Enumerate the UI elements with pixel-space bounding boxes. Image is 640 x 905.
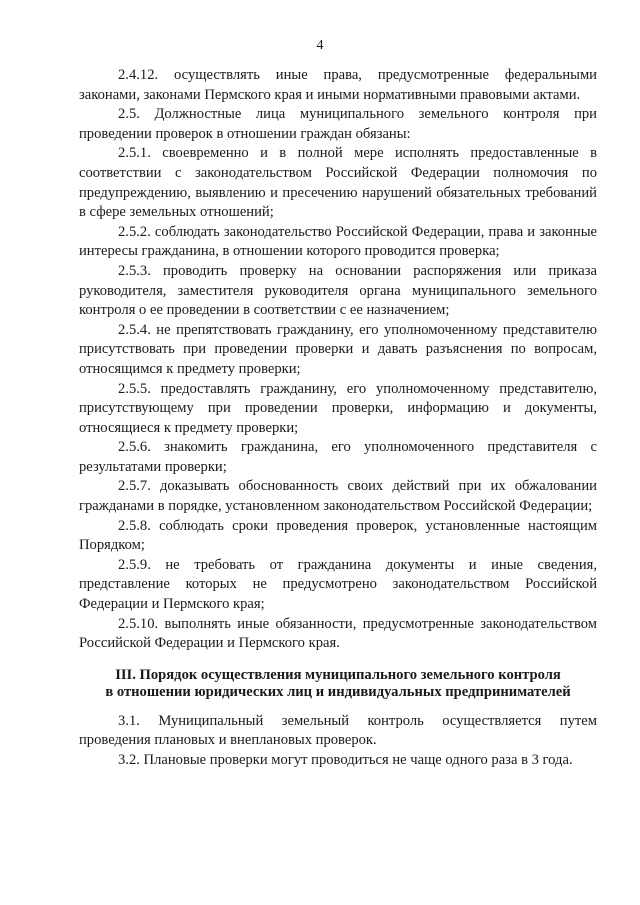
paragraph-2-4-12: 2.4.12. осуществлять иные права, предусмотренные федеральными законами, законами Пермского края и иными нормативными правовыми актами. bbox=[79, 67, 597, 103]
section-gap bbox=[79, 701, 597, 712]
page-number: 4 bbox=[316, 38, 324, 53]
section-heading-iii bbox=[79, 667, 597, 701]
paragraph-2-5-4: 2.5.4. не препятствовать гражданину, его уполномоченному представителю присутствовать при проведении проверки и давать разъяснения по вопросам, относящимся к предмету проверки; bbox=[79, 321, 597, 377]
paragraph-3-2: 3.2. Плановые проверки могут проводиться не чаще одного раза в 3 года. bbox=[118, 752, 573, 768]
paragraph-2-5-7: 2.5.7. доказывать обоснованность своих действий при их обжаловании гражданами в порядке, установленном законодательством Российской Федерации; bbox=[79, 478, 597, 515]
paragraph-2-5-5: 2.5.5. предоставлять гражданину, его уполномоченному представителю, присутствующему при проведении проверки, информацию и документы, относящиеся к предмету проверки; bbox=[79, 380, 597, 436]
paragraph-3-1: 3.1. Муниципальный земельный контроль осуществляется путем проведения плановых и внеплановых проверок. bbox=[79, 712, 597, 749]
section-heading-line-1: III. Порядок осуществления муниципального земельного контроля bbox=[115, 666, 561, 683]
paragraph-2-5-2: 2.5.2. соблюдать законодательство Российской Федерации, права и законные интересы гражданина, в отношении которого проводится проверка; bbox=[79, 223, 597, 260]
paragraph-2-5-3: 2.5.3. проводить проверку на основании распоряжения или приказа руководителя, заместителя руководителя органа муниципального земельного контроля о ее проведении в соответствии с ее назначением; bbox=[79, 262, 597, 319]
section-heading-line-2: в отношении юридических лиц и индивидуальных предпринимателей bbox=[105, 683, 571, 700]
paragraph-2-5-6: 2.5.6. знакомить гражданина, его уполномоченного представителя с результатами проверки; bbox=[79, 439, 597, 475]
paragraph-2-5-9: 2.5.9. не требовать от гражданина документы и иные сведения, представление которых не предусмотрено законодательством Российской Федерации и Пермского края; bbox=[79, 556, 597, 613]
document-body bbox=[79, 66, 597, 771]
paragraph-2-5-8: 2.5.8. соблюдать сроки проведения проверок, установленные настоящим Порядком; bbox=[79, 517, 597, 554]
paragraph-2-5-1: 2.5.1. своевременно и в полной мере исполнять предоставленные в соответствии с законодательством Российской Федерации полномочия по предупреждению, выявлению и пресечению нарушений обязательных требований в сфере земельных отношений; bbox=[79, 145, 597, 221]
paragraph-2-5-10: 2.5.10. выполнять иные обязанности, предусмотренные законодательством Российской Федерации и Пермского края. bbox=[79, 615, 597, 652]
paragraph-2-5: 2.5. Должностные лица муниципального земельного контроля при проведении проверок в отношении граждан обязаны: bbox=[79, 106, 597, 142]
